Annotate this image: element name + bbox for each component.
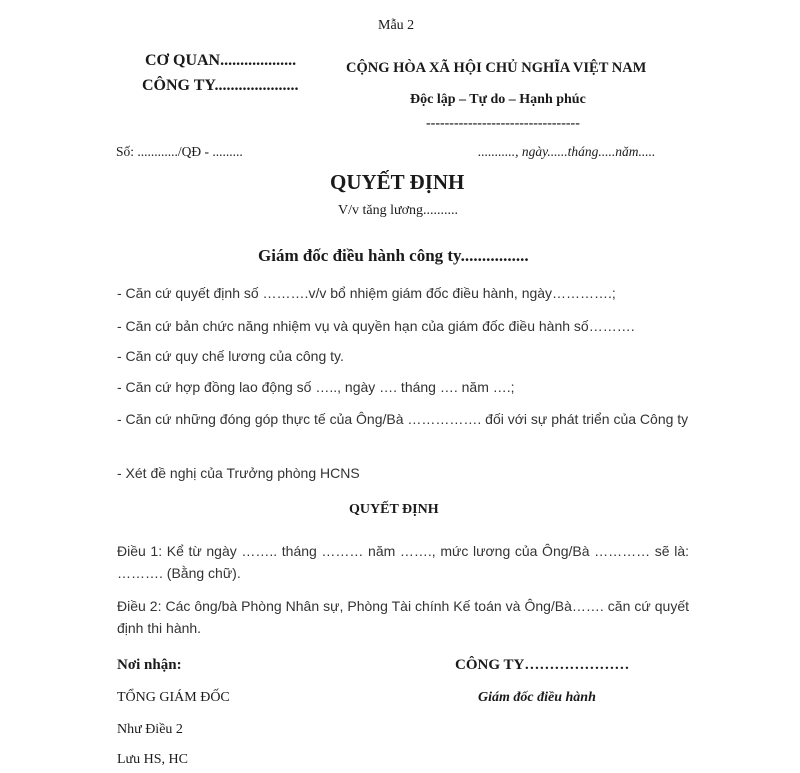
signer-company: CÔNG TY………………… — [455, 657, 630, 673]
recipient-item: TỔNG GIÁM ĐỐC — [117, 690, 230, 705]
basis-item: - Căn cứ những đóng góp thực tế của Ông/Bà ……………. đối với sự phát triển của Công ty — [117, 411, 689, 427]
recipient-item: Như Điều 2 — [117, 722, 183, 737]
basis-item: - Xét đề nghị của Trưởng phòng HCNS — [117, 465, 360, 481]
reference-number: Số: ............/QĐ - ......... — [116, 144, 243, 159]
place-date: ..........., ngày......tháng.....năm..... — [478, 144, 656, 159]
national-motto: Độc lập – Tự do – Hạnh phúc — [410, 92, 586, 107]
document-subject: V/v tăng lương.......... — [338, 203, 458, 218]
article-2: Điều 2: Các ông/bà Phòng Nhân sự, Phòng Tài chính Kế toán và Ông/Bà……. căn cứ quyết định thi hành. — [117, 598, 689, 636]
document-title: QUYẾT ĐỊNH — [330, 170, 465, 194]
signer-title: Giám đốc điều hành — [478, 690, 596, 705]
recipients-label: Nơi nhận: — [117, 657, 182, 673]
basis-item: - Căn cứ quyết định số ……….v/v bổ nhiệm giám đốc điều hành, ngày………….; — [117, 285, 616, 301]
agency-line: CƠ QUAN................... — [145, 52, 297, 69]
basis-item: - Căn cứ hợp đồng lao động số ….., ngày …. tháng …. năm ….; — [117, 379, 515, 395]
recipient-item: Lưu HS, HC — [117, 752, 188, 767]
country-name: CỘNG HÒA XÃ HỘI CHỦ NGHĨA VIỆT NAM — [346, 60, 647, 76]
form-label: Mẫu 2 — [378, 18, 415, 33]
company-line: CÔNG TY..................... — [142, 77, 299, 94]
basis-item: - Căn cứ quy chế lương của công ty. — [117, 348, 344, 364]
article-1: Điều 1: Kể từ ngày …….. tháng ……… năm ……., mức lương của Ông/Bà ………… sẽ là: ………. (Bằng chữ). — [117, 543, 689, 581]
decision-heading: QUYẾT ĐỊNH — [349, 502, 439, 517]
motto-divider: --------------------------------- — [426, 116, 580, 131]
basis-item: - Căn cứ bản chức năng nhiệm vụ và quyền hạn của giám đốc điều hành số………. — [117, 318, 635, 334]
issuer-title: Giám đốc điều hành công ty................ — [258, 246, 529, 265]
